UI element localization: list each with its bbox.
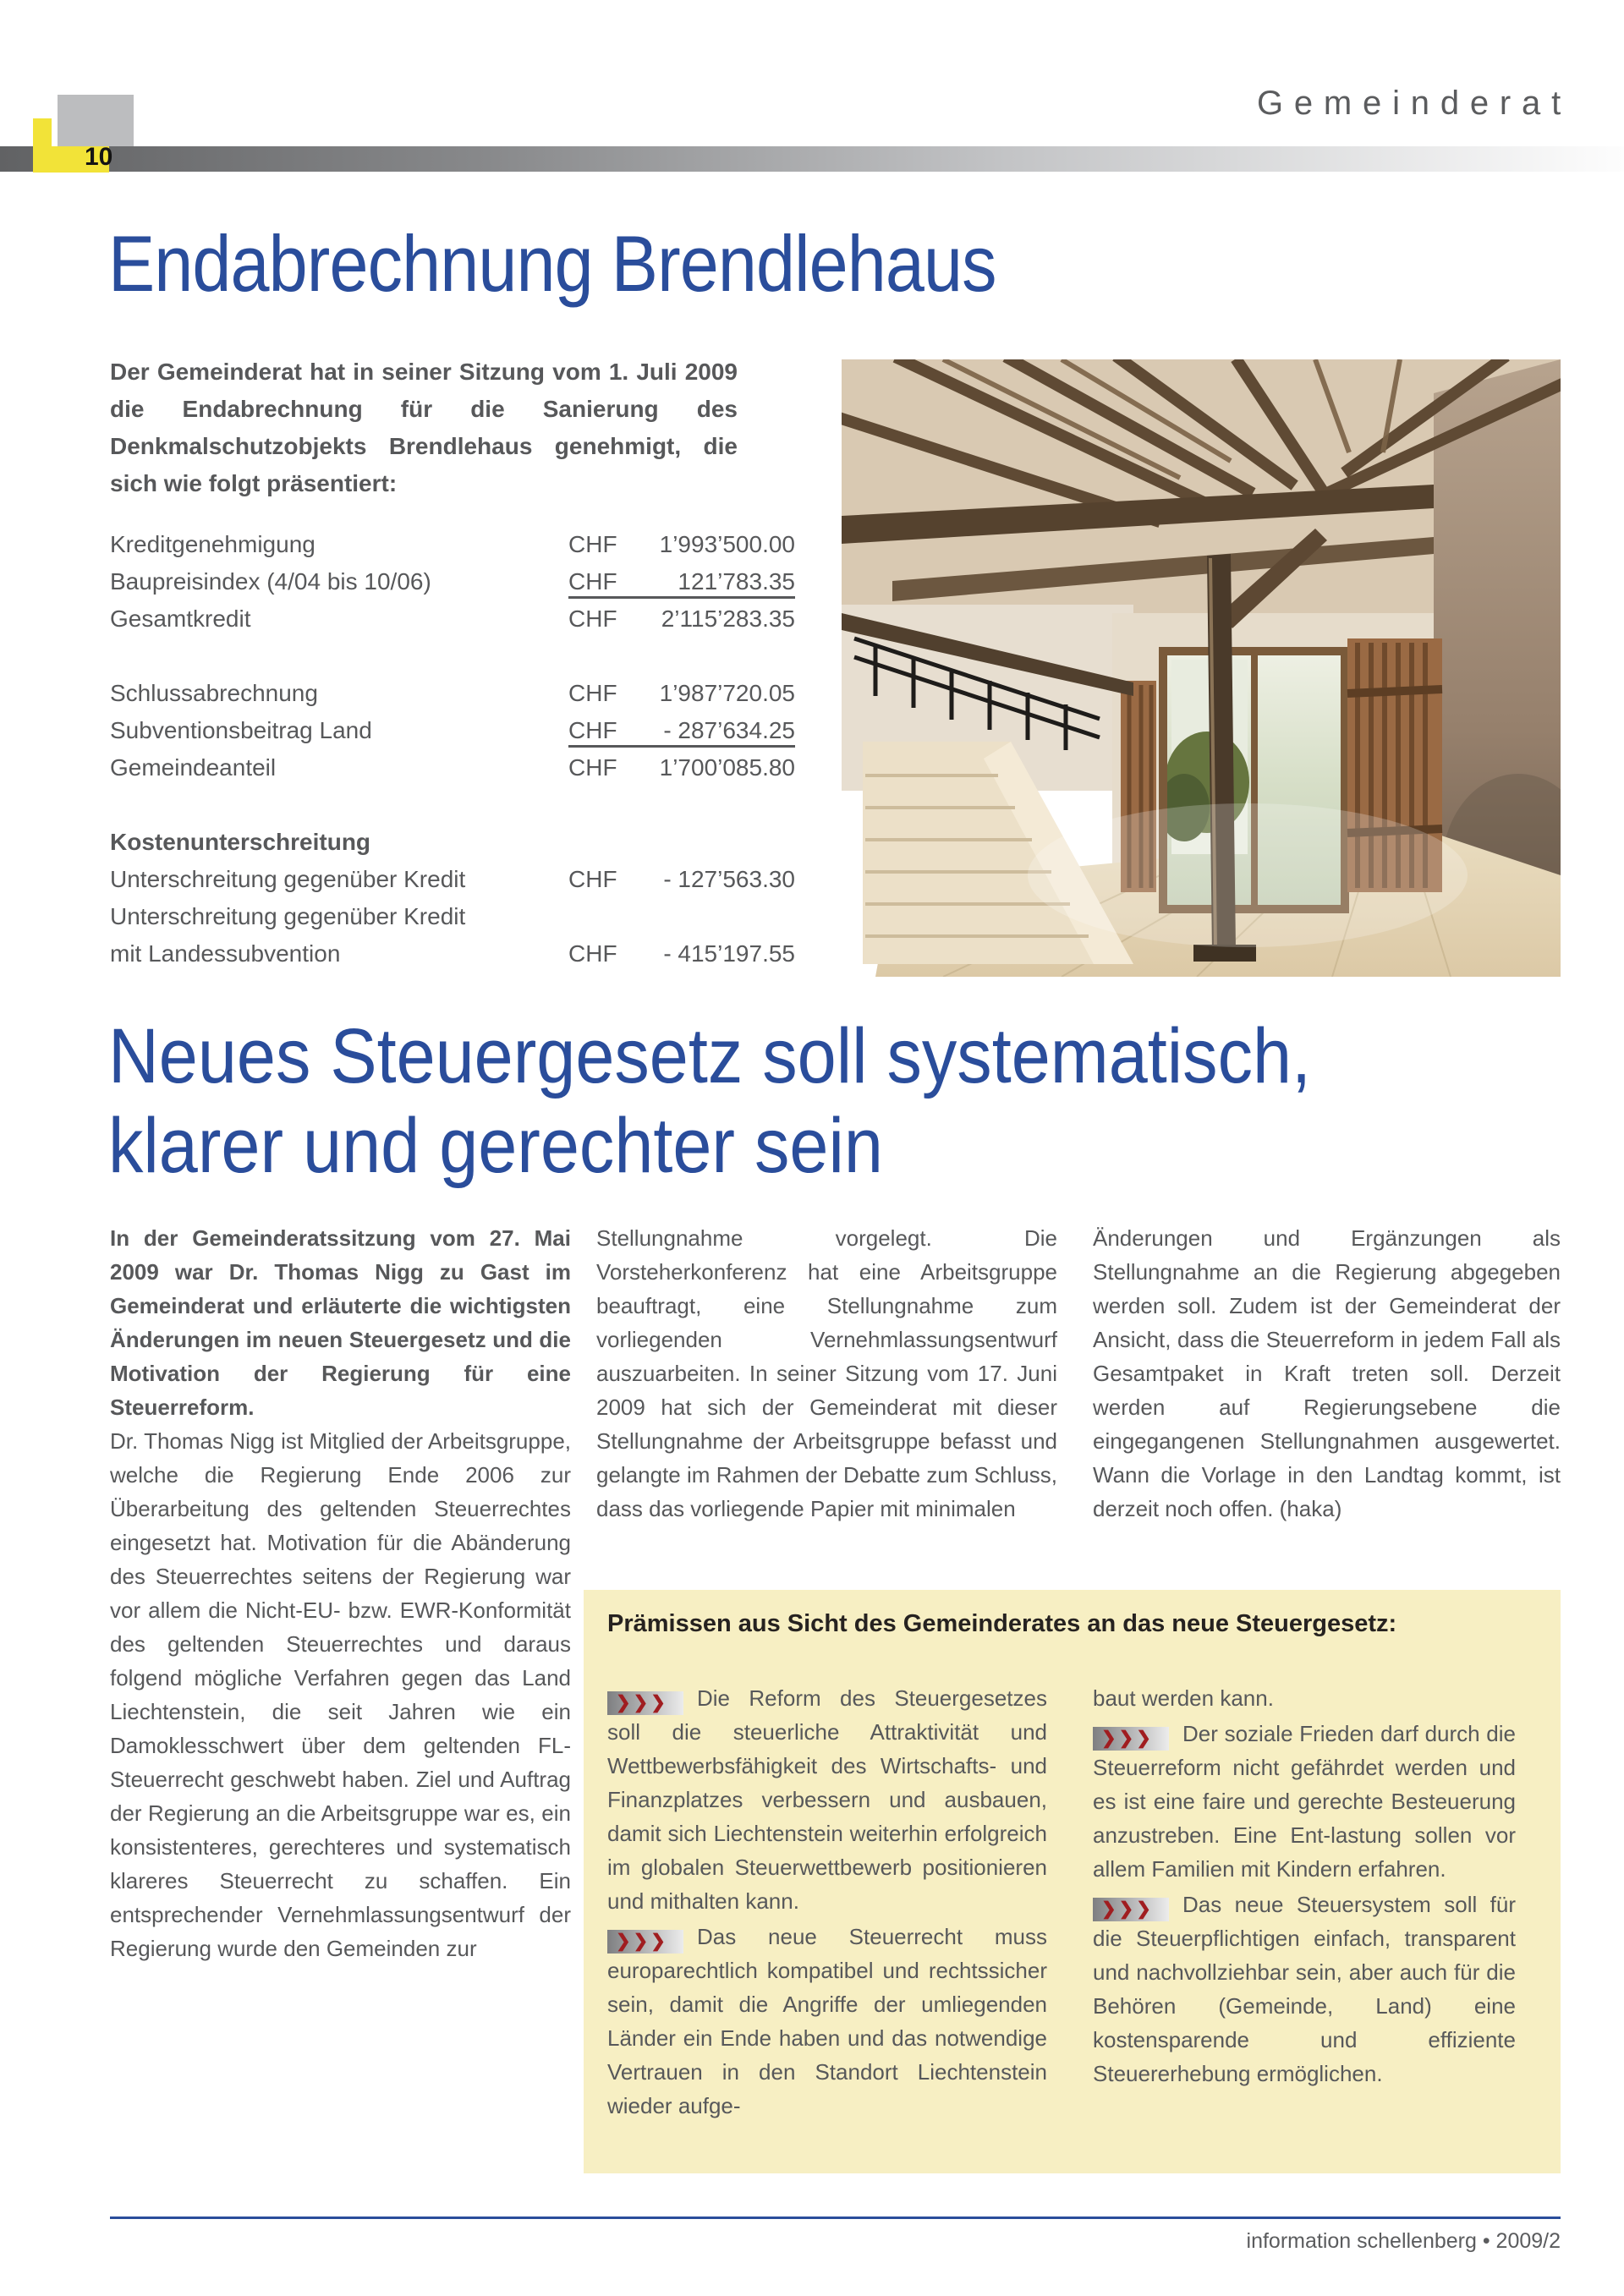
header-gradient-bar — [0, 146, 1624, 172]
amount: 2’115’283.35 — [661, 606, 795, 632]
article2-column-2 — [596, 1221, 1057, 1526]
premise-item — [607, 1920, 1047, 2123]
table-spacer — [110, 643, 795, 680]
article2-column-1 — [110, 1221, 571, 1965]
premises-box-title: Prämissen aus Sicht des Gemeinderates an das neue Steuergesetz: — [607, 1610, 1397, 1637]
row-label: Unterschreitung gegenüber Kredit — [110, 866, 466, 892]
row-label: Unterschreitung gegenüber Kredit — [110, 903, 466, 929]
currency: CHF — [568, 606, 617, 632]
footer-rule — [110, 2217, 1561, 2219]
article2-col2-text: Stellungnahme vorgelegt. Die Vorsteherkonferenz hat eine Arbeitsgruppe beauftragt, eine Stellungnahme zum vorliegenden Vernehmlassungsentwurf auszuarbeiten. In seiner Sitzung vom 17. Juni 2009 hat sich der Gemeinderat mit dieser Stellungnahme der Arbeitsgruppe befasst und gelangte im Rahmen der Debatte zum Schluss, dass das vorliegende Papier mit minimalen — [596, 1225, 1057, 1521]
row-label: Subventionsbeitrag Land — [110, 717, 372, 743]
currency: CHF — [568, 754, 617, 781]
amount: 121’783.35 — [678, 568, 795, 595]
row-label: Baupreisindex (4/04 bis 10/06) — [110, 568, 431, 595]
row-label: Kreditgenehmigung — [110, 531, 315, 557]
amount: - 127’563.30 — [663, 866, 795, 892]
article2-title-line1: Neues Steuergesetz soll systematisch, — [108, 1013, 1312, 1099]
premise-text: Das neue Steuerrecht muss europarechtlich kompatibel und rechtssicher sein, damit die Angriffe der umliegenden Länder ein Ende haben und das notwendige Vertrauen in den Standort Liechtenstein wieder aufge- — [607, 1924, 1047, 2118]
table-row — [110, 606, 795, 643]
chevron-bullet-icon: ❯❯❯ — [1093, 1898, 1169, 1921]
article2-column-3 — [1093, 1221, 1561, 1526]
logo-gray-square — [52, 95, 134, 146]
table-row — [110, 717, 795, 754]
amount: 1’987’720.05 — [659, 680, 795, 706]
row-label: mit Landessubvention — [110, 940, 341, 967]
chevron-bullet-icon: ❯❯❯ — [607, 1930, 683, 1954]
article2-col3-text: Änderungen und Ergänzungen als Stellungnahme an die Regierung abgegeben werden soll. Zudem ist der Gemeinderat der Ansicht, dass die Steuerreform in jedem Fall als Gesamtpaket in Kraft treten soll. Derzeit werden auf Regierungsebene die eingegangenen Stellungnahmen ausgewertet. Wann die Vorlage in den Landtag kommt, ist derzeit noch offen. (haka) — [1093, 1225, 1561, 1521]
table-row — [110, 903, 795, 940]
article1-title: Endabrechnung Brendlehaus — [108, 219, 996, 308]
currency: CHF — [568, 866, 617, 892]
row-label: Schlussabrechnung — [110, 680, 318, 706]
premises-column-a — [607, 1681, 1047, 2124]
row-label: Gemeindeanteil — [110, 754, 277, 781]
premise-text: Der soziale Frieden darf durch die Steuerreform nicht gefährdet werden und es ist eine faire und gerechte Besteuerung anzustreben. Eine Ent-lastung sollen vor allem Familien mit Kindern erfahren. — [1093, 1721, 1516, 1882]
brendlehaus-photo — [842, 359, 1561, 977]
currency: CHF — [568, 531, 617, 557]
chevron-bullet-icon: ❯❯❯ — [1093, 1727, 1169, 1751]
table-row — [110, 568, 795, 606]
article2-lead: In der Gemeinderatssitzung vom 27. Mai 2009 war Dr. Thomas Nigg zu Gast im Gemeinderat und erläuterte die wichtigsten Änderungen im neuen Steuergesetz und die Motivation der Regierung für eine Steuerreform. — [110, 1225, 571, 1420]
article1-intro: Der Gemeinderat hat in seiner Sitzung vom 1. Juli 2009 die Endabrechnung für die Sanierung des Denkmalschutzobjekts Brendlehaus genehmigt, die sich wie folgt präsentiert: — [110, 359, 738, 496]
amount: - 415’197.55 — [663, 940, 795, 967]
premise-continuation: baut werden kann. — [1093, 1685, 1274, 1711]
table-row — [110, 940, 795, 978]
table-row — [110, 680, 795, 717]
premise-item — [607, 1681, 1047, 1918]
premises-box — [584, 1590, 1561, 2173]
currency: CHF — [568, 680, 617, 706]
article2-title-line2: klarer und gerechter sein — [108, 1103, 883, 1189]
table-spacer — [110, 792, 795, 829]
amount: 1’993’500.00 — [659, 531, 795, 557]
currency: CHF — [568, 568, 617, 595]
row-label: Gesamtkredit — [110, 606, 251, 632]
table-row — [110, 754, 795, 792]
premise-item — [1093, 1717, 1516, 1886]
premise-item — [1093, 1888, 1516, 2091]
barn-interior-illustration — [842, 359, 1561, 977]
amount: 1’700’085.80 — [659, 754, 795, 781]
section-label: Gemeinderat — [1256, 85, 1572, 122]
currency: CHF — [568, 940, 617, 967]
finance-table — [110, 531, 795, 978]
premise-text: Die Reform des Steuergesetzes soll die steuerliche Attraktivität und Wettbewerbsfähigkeit des Wirtschafts- und Finanzplatzes verbessern und ausbauen, damit sich Liechtenstein weiterhin erfolgreich im globalen Steuerwettbewerb positionieren und mithalten kann. — [607, 1685, 1047, 1914]
premise-text: Das neue Steuersystem soll für die Steuerpflichtigen einfach, transparent und nachvollziehbar sein, aber auch für die Behören (Gemeinde, Land) eine kostensparende und effiziente Steuererhebung ermöglichen. — [1093, 1892, 1516, 2086]
table-row — [110, 829, 795, 866]
footer-text: information schellenberg • 2009/2 — [1246, 2229, 1561, 2253]
premises-column-b — [1093, 1681, 1516, 2092]
chevron-bullet-icon: ❯❯❯ — [607, 1691, 683, 1715]
table-row — [110, 866, 795, 903]
article2-col1-text: Dr. Thomas Nigg ist Mitglied der Arbeitsgruppe, welche die Regierung Ende 2006 zur Überarbeitung des geltenden Steuerrechtes eingesetzt hat. Motivation für die Abänderung des Steuerrechtes seitens der Regierung war vor allem die Nicht-EU- bzw. EWR-Konformität des geltenden Steuerrechtes und daraus folgend mögliche Verfahren gegen das Land Liechtenstein, die seit Jahren wie ein Damoklesschwert über dem geltenden FL-Steuerrecht geschwebt haben. Ziel und Auftrag der Regierung an die Arbeitsgruppe war es, ein konsistenteres, gerechteres und systematisch klareres Steuerrecht zu schaffen. Ein entsprechender Vernehmlassungsentwurf der Regierung wurde den Gemeinden zur — [110, 1428, 571, 1961]
page-number: 10 — [85, 143, 113, 171]
row-label: Kostenunterschreitung — [110, 829, 371, 855]
currency: CHF — [568, 717, 617, 743]
table-row — [110, 531, 795, 568]
article2-title — [108, 1011, 1311, 1191]
amount: - 287’634.25 — [663, 717, 795, 743]
